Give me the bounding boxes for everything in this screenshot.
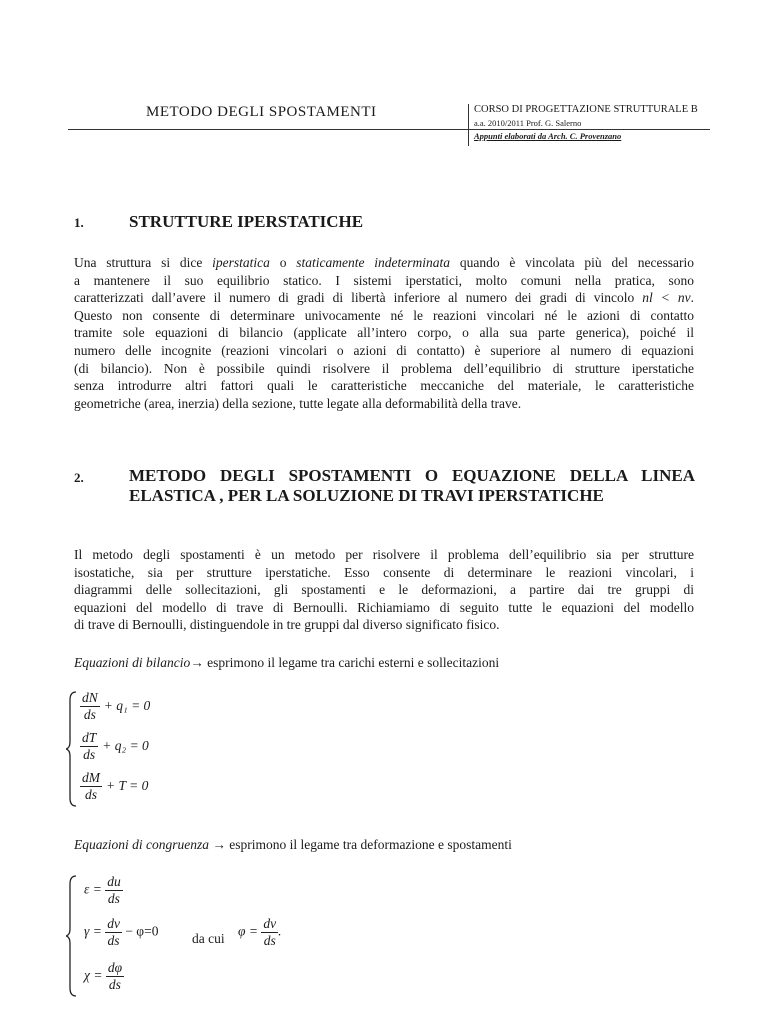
section-2-line: isostatiche, sia per strutture iperstatiche. Esso consente di determinare le reazioni vincolari, i xyxy=(74,564,694,580)
congruenza-brace xyxy=(66,874,78,998)
bilancio-label: Equazioni di bilancio xyxy=(74,655,191,670)
section-2-number: 2. xyxy=(74,470,84,485)
section-2-line: di trave di Bernoulli, distinguendole in tre gruppi dal diverso significato fisico. xyxy=(74,617,500,633)
eq-chi: χ = $\frac{d\varphi}{ds}$ xyxy=(84,960,123,992)
section-2-title-line-1: METODO DEGLI SPOSTAMENTI O EQUAZIONE DELLA LINEA xyxy=(129,466,695,485)
section-1-number: 1. xyxy=(74,215,84,230)
header-rule xyxy=(68,129,710,130)
section-1-line: a mantenere il suo equilibrio statico. I sistemi iperstatici, molto comuni nella pratica, sono xyxy=(74,272,694,288)
section-2-title-line-2: ELASTICA , PER LA SOLUZIONE DI TRAVI IPERSTATICHE xyxy=(129,486,604,505)
eq-epsilon: ε = $\frac{du}{ds}$ xyxy=(84,874,121,906)
header-year-prof: a.a. 2010/2011 Prof. G. Salerno xyxy=(474,118,582,128)
congruenza-text: → esprimono il legame tra deformazione e spostamenti xyxy=(209,837,512,852)
section-1-line: (di bilancio). Non è possibile quindi risolvere il problema dell’equilibrio di strutture iperstatiche xyxy=(74,360,694,376)
section-1-line: caratterizzati dall’avere il numero di gradi di libertà inferiore al numero dei gradi di vincolo nl < nv. xyxy=(74,290,694,306)
bilancio-label-line xyxy=(74,655,499,671)
bilancio-equation: $\frac{dN}{ds}$ + q₁ = 0 xyxy=(82,690,151,722)
section-2-line: equazioni del modello di trave di Bernoulli. Richiamiamo di seguito tutte le equazioni del modello xyxy=(74,599,694,615)
section-1-line: tramite sole equazioni di bilancio (applicate all’intero corpo, o alla sua parte generica), poiché il xyxy=(74,325,694,341)
section-1-line: numero delle incognite (reazioni vincolari o azioni di contatto) è superiore al numero di equazioni xyxy=(74,342,694,358)
section-1-line: senza introdurre altri fattori quali le caratteristiche meccaniche del materiale, le caratteristiche xyxy=(74,378,694,394)
header-notes: Appunti elaborati da Arch. C. Provenzano xyxy=(474,131,622,141)
section-1-line: geometriche (area, inerzia) della sezione, tutte legate alla deformabilità della trave. xyxy=(74,395,522,411)
section-1-paragraph xyxy=(74,254,694,412)
da-cui-text: da cui xyxy=(192,931,225,946)
header-course: CORSO DI PROGETTAZIONE STRUTTURALE B xyxy=(474,104,698,115)
congruenza-label-line xyxy=(74,837,512,853)
section-1-line: Questo non consente di determinare univocamente né le reazioni vincolari né le azioni di contatto xyxy=(74,307,694,323)
bilancio-text: → esprimono il legame tra carichi esterni e sollecitazioni xyxy=(190,655,500,670)
document-header-title: METODO DEGLI SPOSTAMENTI xyxy=(146,104,377,120)
bilancio-equation: $\frac{dT}{ds}$ + q₂ = 0 xyxy=(82,730,149,762)
eq-gamma: γ = $\frac{dv}{ds}$ − φ=0 xyxy=(84,916,159,948)
section-2-paragraph xyxy=(74,546,694,634)
section-2-line: Il metodo degli spostamenti è un metodo per risolvere il problema dell’equilibrio sia per strutture xyxy=(74,547,694,562)
section-2-line: diagrammi delle sollecitazioni, gli spostamenti e le deformazioni, a partire dai tre gruppi di xyxy=(74,582,694,598)
section-1-line: Una struttura si dice iperstatica o staticamente indeterminata quando è vincolata più del necessario xyxy=(74,255,694,270)
eq-phi: φ = $\frac{dv}{ds}$ . xyxy=(238,916,282,948)
congruenza-label: Equazioni di congruenza xyxy=(74,837,209,852)
header-divider xyxy=(468,104,469,146)
bilancio-brace xyxy=(66,690,78,808)
bilancio-equation: $\frac{dM}{ds}$ + T = 0 xyxy=(82,770,149,802)
section-1-title: STRUTTURE IPERSTATICHE xyxy=(129,212,364,231)
